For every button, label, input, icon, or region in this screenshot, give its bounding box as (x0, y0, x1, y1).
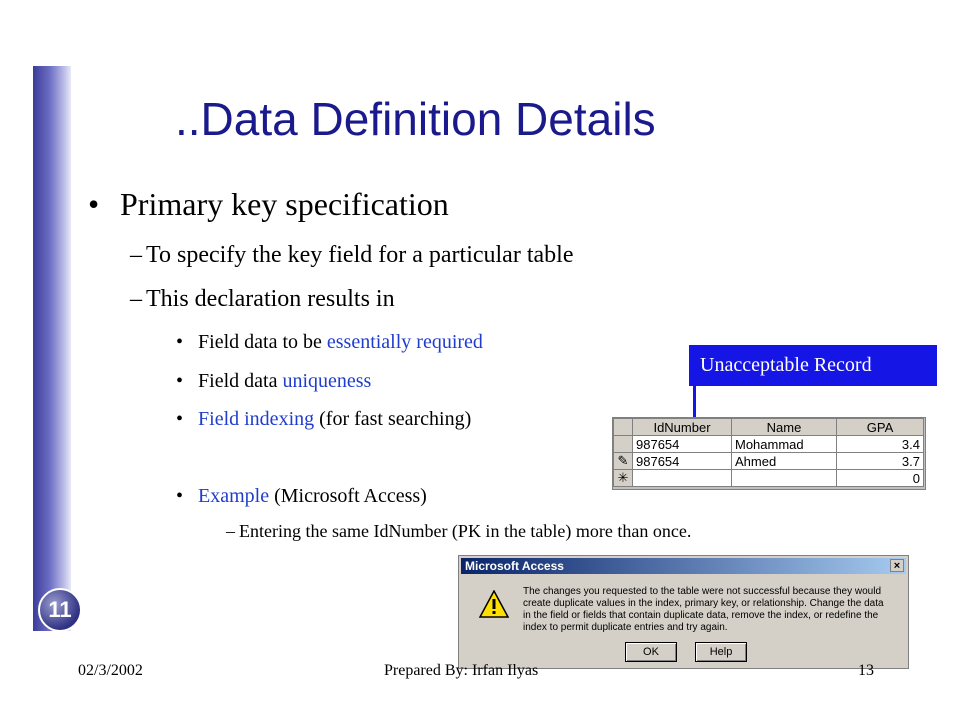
example-text: (Microsoft Access) (269, 485, 427, 507)
dash-marker: – (130, 242, 142, 268)
cell-gpa[interactable]: 3.4 (837, 436, 924, 453)
table-row-new[interactable] (614, 470, 924, 487)
new-record-icon: ✳ (617, 470, 629, 485)
footer-page-number: 13 (858, 662, 874, 679)
footer-author: Prepared By: Irfan Ilyas (384, 662, 539, 679)
access-datasheet (612, 417, 926, 490)
point-indexing: • Field indexing (for fast searching) (176, 408, 472, 430)
dialog-message: The changes you requested to the table were not successful because they would create duplicate values in the index, primary key, or relationship. Change the data in the field or fields that contain duplicate data, remove the index, or redefine the index to permit duplicate entries and try again. (523, 586, 884, 633)
sub-bullet-1-text: To specify the key field for a particular table (146, 242, 574, 268)
sub-bullet-1 (130, 242, 573, 269)
row-selector[interactable] (614, 436, 633, 453)
point-highlight: essentially required (326, 331, 483, 353)
point-example: • Example (Microsoft Access) (176, 485, 427, 507)
point-text: Field data (198, 370, 283, 392)
example-detail-text: Entering the same IdNumber (PK in the table) more than once. (239, 521, 692, 541)
point-highlight: uniqueness (282, 370, 372, 392)
example-detail (226, 521, 691, 542)
cell-idnumber[interactable]: 987654 (633, 453, 732, 470)
point-highlight: Field indexing (198, 408, 315, 430)
cell-name[interactable]: Mohammad (732, 436, 837, 453)
footer-date: 02/3/2002 (78, 662, 143, 679)
point-text: Field data to be (198, 331, 327, 353)
side-decoration-bar (33, 66, 71, 631)
column-header[interactable]: IdNumber (633, 419, 732, 436)
close-button[interactable]: × (890, 559, 904, 572)
slide-title: ..Data Definition Details (175, 93, 656, 145)
table-row[interactable] (614, 453, 924, 470)
dash-marker: – (226, 521, 235, 541)
row-selector[interactable] (614, 453, 633, 470)
table-row[interactable] (614, 436, 924, 453)
sub-bullet-2-text: This declaration results in (146, 286, 395, 312)
slide-number-badge: 11 (38, 588, 82, 632)
unacceptable-record-callout: Unacceptable Record (689, 345, 937, 386)
example-highlight: Example (198, 485, 270, 507)
cell-name[interactable] (732, 470, 837, 487)
cell-gpa[interactable]: 0 (837, 470, 924, 487)
ok-button[interactable]: OK (625, 642, 677, 662)
row-selector[interactable] (614, 470, 633, 487)
dash-marker: – (130, 286, 142, 312)
sub-bullet-2 (130, 286, 395, 313)
cell-idnumber[interactable]: 987654 (633, 436, 732, 453)
point-text: (for fast searching) (314, 408, 472, 430)
cell-name[interactable]: Ahmed (732, 453, 837, 470)
point-required: • Field data to be essentially required (176, 331, 483, 353)
dialog-title-bar (461, 558, 906, 574)
cell-idnumber[interactable] (633, 470, 732, 487)
point-uniqueness: • Field data uniqueness (176, 370, 372, 392)
column-header[interactable]: Name (732, 419, 837, 436)
bullet-text: Primary key specification (120, 186, 449, 222)
bullet-dot: • (88, 186, 100, 222)
pencil-icon: ✎ (617, 453, 629, 468)
warning-icon (479, 590, 509, 618)
row-selector-header (614, 419, 633, 436)
table-header-row (614, 419, 924, 436)
dialog-title: Microsoft Access (465, 559, 564, 573)
error-dialog (458, 555, 909, 669)
cell-gpa[interactable]: 3.7 (837, 453, 924, 470)
column-header[interactable]: GPA (837, 419, 924, 436)
help-button[interactable]: Help (695, 642, 747, 662)
